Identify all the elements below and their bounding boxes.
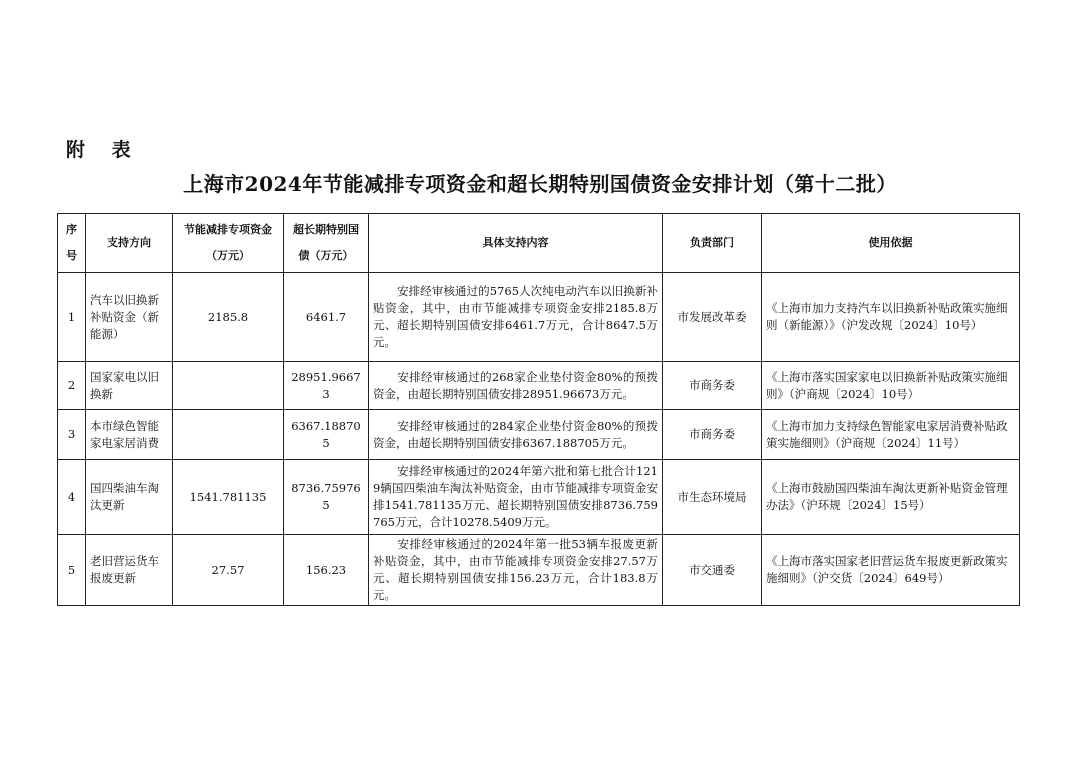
- row-dept: 市生态环境局: [663, 460, 762, 535]
- row-bond: 8736.759765: [284, 460, 369, 535]
- row-bond: 156.23: [284, 535, 369, 606]
- row-energy-fund: [173, 410, 284, 460]
- row-content-text: 安排经审核通过的2024年第六批和第七批合计1219辆国四柴油车淘汰补贴资金，由市节能减排专项资金安排1541.781135万元、超长期特别国债安排8736.759765万元，合计10278.5409万元。: [373, 464, 658, 529]
- header-direction: 支持方向: [86, 214, 173, 273]
- row-content: [369, 362, 663, 410]
- row-basis: 《上海市落实国家老旧营运货车报废更新政策实施细则》（沪交货〔2024〕649号）: [762, 535, 1020, 606]
- row-no: 1: [58, 273, 86, 362]
- row-no: 2: [58, 362, 86, 410]
- row-content-text: 安排经审核通过的2024年第一批53辆车报废更新补贴资金，其中，由市节能减排专项资金安排27.57万元、超长期特别国债安排156.23万元，合计183.8万元。: [373, 537, 658, 602]
- row-bond: 6461.7: [284, 273, 369, 362]
- header-energy-fund: 节能减排专项资金（万元）: [173, 214, 284, 273]
- table-row: [58, 535, 1020, 606]
- row-basis: 《上海市落实国家家电以旧换新补贴政策实施细则》（沪商规〔2024〕10号）: [762, 362, 1020, 410]
- row-content: [369, 460, 663, 535]
- row-basis: 《上海市加力支持绿色智能家电家居消费补贴政策实施细则》（沪商规〔2024〕11号）: [762, 410, 1020, 460]
- row-energy-fund: 1541.781135: [173, 460, 284, 535]
- row-content-text: 安排经审核通过的5765人次纯电动汽车以旧换新补贴资金，其中，由市节能减排专项资金安排2185.8万元、超长期特别国债安排6461.7万元，合计8647.5万元。: [373, 284, 658, 349]
- row-content: [369, 410, 663, 460]
- table-row: [58, 273, 1020, 362]
- funding-plan-table: [57, 213, 1020, 606]
- row-dept: 市交通委: [663, 535, 762, 606]
- row-direction: 本市绿色智能家电家居消费: [86, 410, 173, 460]
- header-dept: 负责部门: [663, 214, 762, 273]
- row-dept: 市发展改革委: [663, 273, 762, 362]
- row-direction: 国家家电以旧换新: [86, 362, 173, 410]
- row-energy-fund: [173, 362, 284, 410]
- row-content-text: 安排经审核通过的284家企业垫付资金80%的预拨资金，由超长期特别国债安排6367.188705万元。: [373, 418, 658, 450]
- row-direction: 国四柴油车淘汰更新: [86, 460, 173, 535]
- header-content: 具体支持内容: [369, 214, 663, 273]
- row-dept: 市商务委: [663, 410, 762, 460]
- row-dept: 市商务委: [663, 362, 762, 410]
- row-no: 3: [58, 410, 86, 460]
- row-energy-fund: 2185.8: [173, 273, 284, 362]
- document-title: 上海市2024年节能减排专项资金和超长期特别国债资金安排计划（第十二批）: [183, 172, 897, 196]
- row-direction: 汽车以旧换新补贴资金（新能源）: [86, 273, 173, 362]
- table-row: [58, 460, 1020, 535]
- row-direction: 老旧营运货车报废更新: [86, 535, 173, 606]
- row-bond: 6367.188705: [284, 410, 369, 460]
- table-row: [58, 410, 1020, 460]
- row-energy-fund: 27.57: [173, 535, 284, 606]
- row-content-text: 安排经审核通过的268家企业垫付资金80%的预拨资金，由超长期特别国债安排28951.96673万元。: [373, 369, 658, 401]
- row-basis: 《上海市鼓励国四柴油车淘汰更新补贴资金管理办法》（沪环规〔2024〕15号）: [762, 460, 1020, 535]
- row-no: 4: [58, 460, 86, 535]
- table-row: [58, 362, 1020, 410]
- row-no: 5: [58, 535, 86, 606]
- row-basis: 《上海市加力支持汽车以旧换新补贴政策实施细则（新能源）》（沪发改规〔2024〕10号）: [762, 273, 1020, 362]
- header-bond: 超长期特别国债（万元）: [284, 214, 369, 273]
- table-header-row: [58, 214, 1020, 273]
- row-content: [369, 273, 663, 362]
- header-no: 序号: [58, 214, 86, 273]
- header-basis: 使用依据: [762, 214, 1020, 273]
- row-content: [369, 535, 663, 606]
- row-bond: 28951.96673: [284, 362, 369, 410]
- attachment-label: 附 表: [66, 139, 141, 161]
